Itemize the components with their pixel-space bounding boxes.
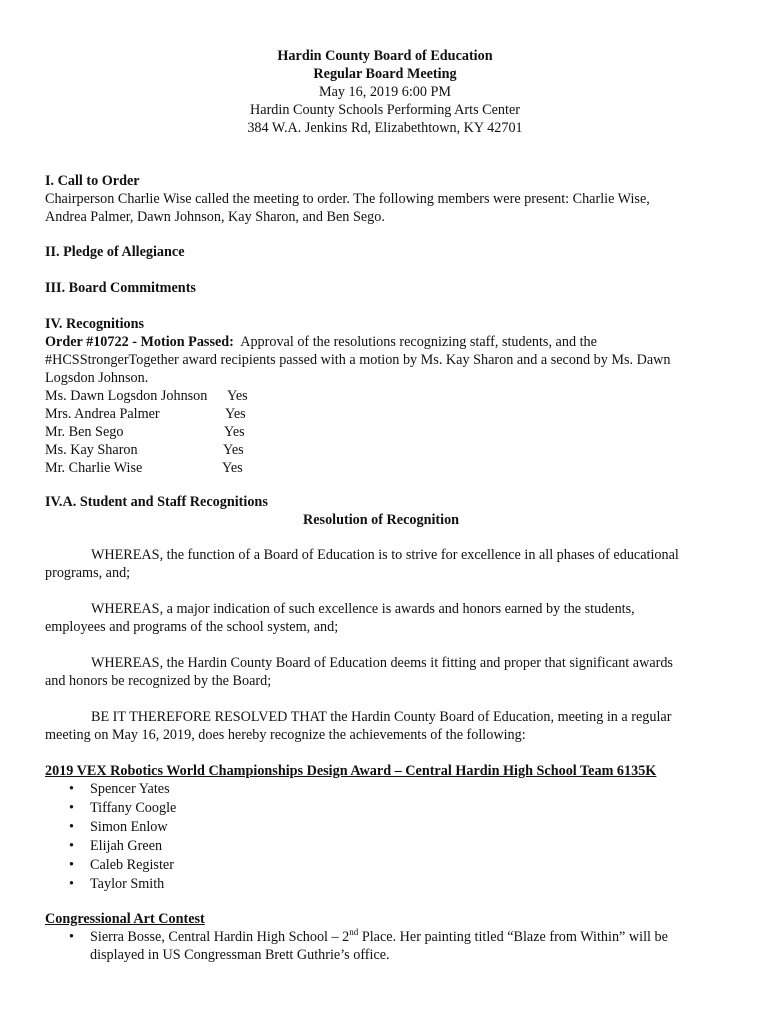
voter-name: Mr. Charlie Wise: [45, 460, 143, 476]
paragraph-line: WHEREAS, the Hardin County Board of Education deems it fitting and proper that significant awards: [91, 655, 673, 671]
section-heading: II. Pledge of Allegiance: [45, 244, 185, 260]
vote-row: [45, 405, 725, 423]
vote-value: Yes: [224, 424, 245, 440]
member-name: Taylor Smith: [90, 876, 165, 892]
member-name: Simon Enlow: [90, 819, 168, 835]
meeting-address: 384 W.A. Jenkins Rd, Elizabethtown, KY 42701: [247, 120, 523, 136]
paragraph-line: displayed in US Congressman Brett Guthrie’s office.: [90, 947, 390, 963]
meeting-title: Regular Board Meeting: [313, 66, 457, 82]
voter-name: Ms. Dawn Logsdon Johnson: [45, 388, 208, 404]
paragraph-line: and honors be recognized by the Board;: [45, 673, 272, 689]
member-name: Caleb Register: [90, 857, 174, 873]
award-heading: 2019 VEX Robotics World Championships Design Award – Central Hardin High School Team 6135K: [45, 763, 657, 779]
vote-row: [45, 387, 725, 405]
vote-row: [45, 423, 725, 441]
bullet-icon: •: [69, 876, 74, 892]
vote-value: Yes: [227, 388, 248, 404]
paragraph-line: BE IT THEREFORE RESOLVED THAT the Hardin County Board of Education, meeting in a regular: [91, 709, 672, 725]
resolution-paragraph-4: [45, 708, 725, 744]
section-pledge: [45, 243, 725, 261]
vote-row: [45, 459, 725, 477]
bullet-icon: •: [69, 838, 74, 854]
paragraph-line: WHEREAS, the function of a Board of Education is to strive for excellence in all phases of educational: [91, 547, 679, 563]
member-list: [45, 780, 725, 894]
award-heading: Congressional Art Contest: [45, 911, 205, 927]
list-item: [45, 780, 725, 799]
section-art-contest: [45, 910, 725, 964]
voter-name: Mrs. Andrea Palmer: [45, 406, 160, 422]
section-heading: III. Board Commitments: [45, 280, 196, 296]
award-list: [45, 928, 725, 964]
org-name: Hardin County Board of Education: [277, 48, 493, 64]
ordinal-suffix: nd: [349, 927, 359, 937]
order-label: Order #10722 - Motion Passed:: [45, 334, 234, 350]
bullet-icon: •: [69, 781, 74, 797]
art-item-text: Place. Her painting titled “Blaze from Within” will be: [358, 929, 668, 945]
list-item: [45, 799, 725, 818]
section-recognitions: [45, 315, 725, 477]
paragraph-line: programs, and;: [45, 565, 131, 581]
voter-name: Mr. Ben Sego: [45, 424, 124, 440]
paragraph-line: WHEREAS, a major indication of such excellence is awards and honors earned by the students,: [91, 601, 635, 617]
section-commitments: [45, 279, 725, 297]
document-header: [0, 47, 770, 137]
meeting-datetime: May 16, 2019 6:00 PM: [318, 84, 452, 100]
vote-row: [45, 441, 725, 459]
paragraph-line: [90, 928, 725, 946]
voter-name: Ms. Kay Sharon: [45, 442, 138, 458]
list-item: [45, 856, 725, 875]
vote-value: Yes: [223, 442, 244, 458]
list-item: [45, 837, 725, 856]
order-line: [45, 333, 725, 351]
bullet-icon: •: [69, 929, 74, 945]
list-item: [45, 928, 725, 964]
bullet-icon: •: [69, 819, 74, 835]
paragraph-line: employees and programs of the school system, and;: [45, 619, 339, 635]
resolution-title: Resolution of Recognition: [303, 512, 460, 528]
member-name: Spencer Yates: [90, 781, 170, 797]
bullet-icon: •: [69, 800, 74, 816]
section-student-staff: [45, 493, 725, 529]
member-name: Tiffany Coogle: [90, 800, 177, 816]
vote-value: Yes: [222, 460, 243, 476]
section-heading: IV. Recognitions: [45, 316, 145, 332]
paragraph-line: Logsdon Johnson.: [45, 370, 149, 386]
resolution-paragraph-3: [45, 654, 725, 690]
section-vex-award: [45, 762, 725, 894]
section-heading: I. Call to Order: [45, 173, 140, 189]
paragraph-line: Chairperson Charlie Wise called the meeting to order. The following members were present: Charlie Wise,: [45, 191, 650, 207]
art-item-text: Sierra Bosse, Central Hardin High School – 2: [90, 929, 350, 945]
section-heading: IV.A. Student and Staff Recognitions: [45, 494, 268, 510]
member-name: Elijah Green: [90, 838, 163, 854]
list-item: [45, 818, 725, 837]
section-call-to-order: [45, 172, 725, 226]
order-text: Approval of the resolutions recognizing staff, students, and the: [240, 334, 597, 350]
paragraph-line: Andrea Palmer, Dawn Johnson, Kay Sharon, and Ben Sego.: [45, 209, 385, 225]
paragraph-line: #HCSStrongerTogether award recipients passed with a motion by Ms. Kay Sharon and a second by Ms. Dawn: [45, 352, 671, 368]
list-item: [45, 875, 725, 894]
resolution-paragraph-2: [45, 600, 725, 636]
bullet-icon: •: [69, 857, 74, 873]
vote-value: Yes: [225, 406, 246, 422]
paragraph-line: meeting on May 16, 2019, does hereby recognize the achievements of the following:: [45, 727, 526, 743]
resolution-paragraph-1: [45, 546, 725, 582]
meeting-venue: Hardin County Schools Performing Arts Center: [250, 102, 520, 118]
